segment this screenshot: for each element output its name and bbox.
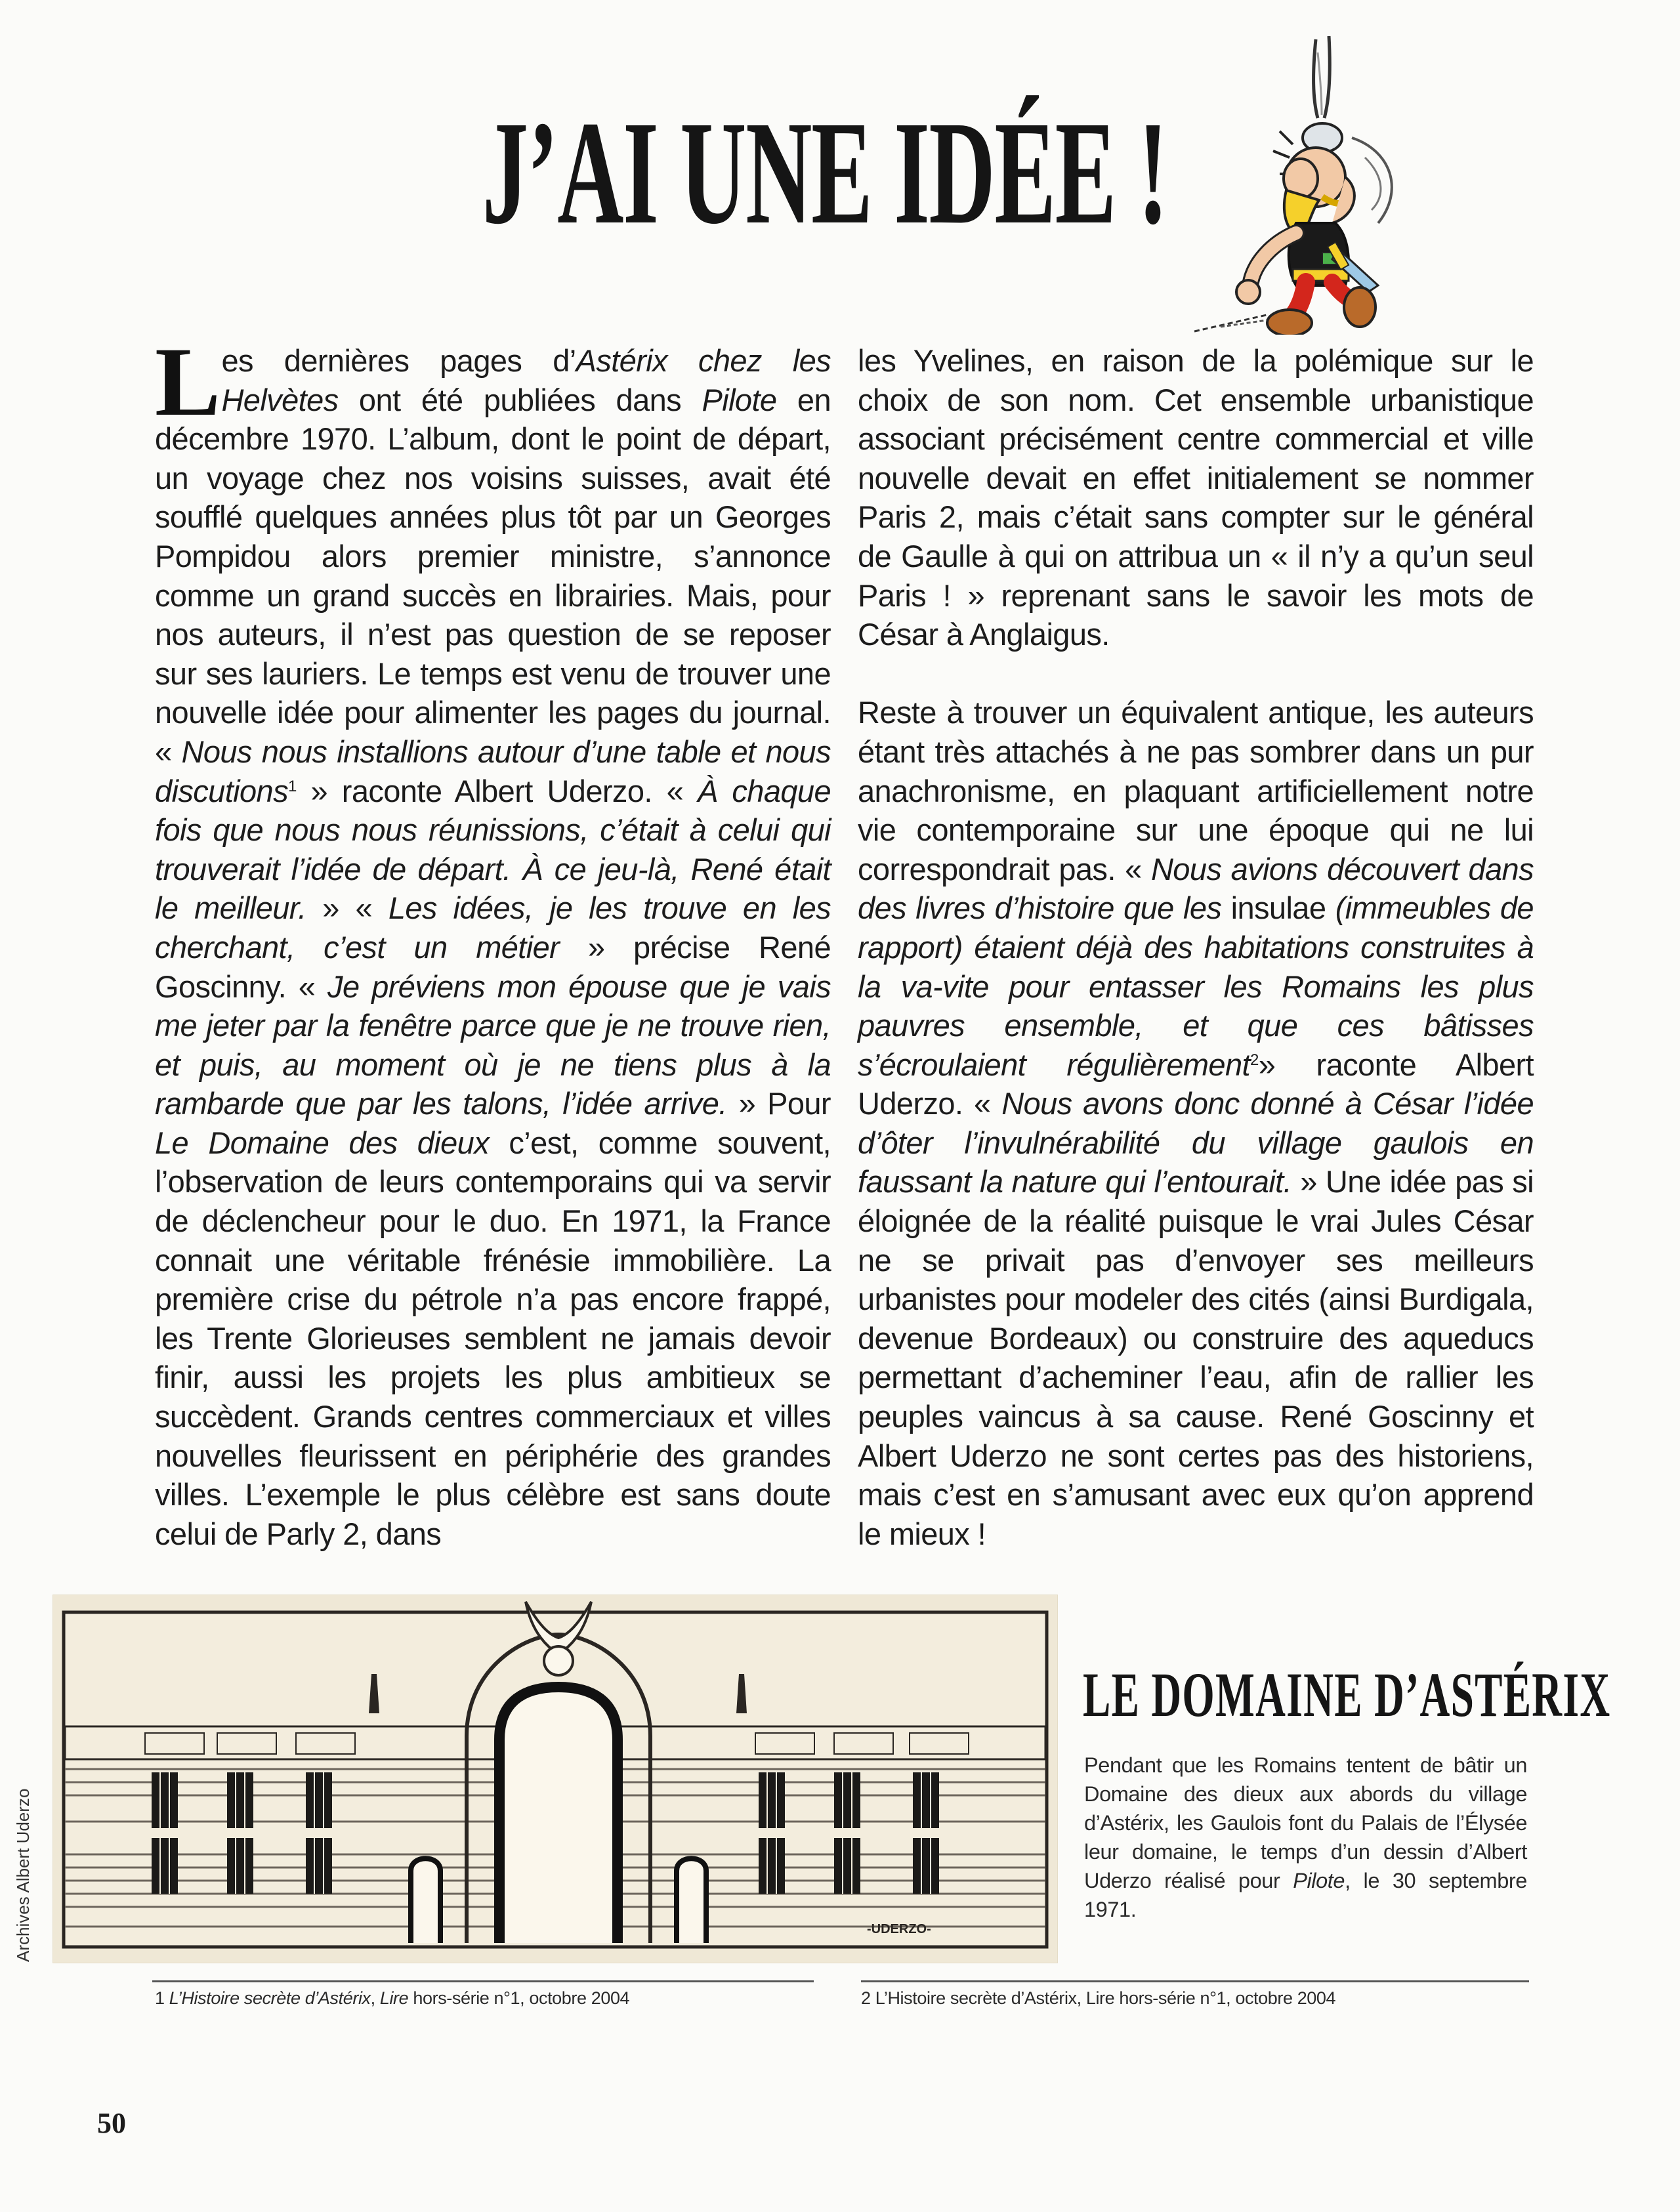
body-text: ont été publiées dans [338, 382, 702, 417]
caption-text: , le 30 septembre 1971. [1084, 1869, 1527, 1921]
palace-drawing-art [53, 1595, 1057, 1963]
footnote-separator: , [370, 1988, 380, 2008]
article-paragraph [155, 327, 831, 1553]
quote-text: Les idées, je les trouve en les cherchant, c’est un métier [155, 890, 831, 965]
asterix-mascot-illustration [1181, 26, 1549, 335]
album-title: Astérix chez les Helvètes [221, 343, 831, 417]
page-title: J’AI UNE IDÉE ! [482, 91, 1168, 255]
quote-text: Nous avions découvert dans des livres d’histoire que les [858, 851, 1534, 926]
quote-text: (immeubles de rapport) étaient déjà des habitations construites à la va-vite pour entasser les Romains les plus pauvres ensemble, et que ces bâtisses s’écroulaient régulièrement [858, 890, 1534, 1082]
footnote-number: 1 [155, 1988, 169, 2008]
quote-text: Nous nous installions autour d’une table et nous discutions [155, 734, 831, 808]
footnote-ref-2[interactable]: 2 [1250, 1051, 1259, 1069]
body-text: » « [306, 890, 388, 926]
magazine-title: Pilote [702, 382, 777, 417]
body-text: c’est, comme souvent, l’observation de leurs contemporains qui va servir de déclencheur pour le duo. En 1971, la France connait une véritable frénésie immobilière. La première crise du pétrole n’a pas encore frappé, les Trente Glorieuses semblent ne jamais devoir finir, aussi les projets les plus ambitieux se succèdent. Grands centres commerciaux et villes nouvelles fleurissent en périphérie des grandes villes. L’exemple le plus célèbre est sans doute celui de Parly 2, dans [155, 1125, 831, 1551]
book-title: L’Histoire secrète d’Astérix [169, 1988, 371, 2008]
article-column-right [858, 341, 1534, 1553]
article-paragraph: les Yvelines, en raison de la polémique sur le choix de son nom. Cet ensemble urbanistique associant précisément centre commercial et ville nouvelle devait en effet initialement se nommer Paris 2, mais c’était sans compter sur le général de Gaulle à qui on attribua un « il n’y a qu’un seul Paris ! » reprenant sans le savoir les mots de César à Anglaigus. [858, 343, 1534, 652]
body-text: » précise René Goscinny. « [155, 929, 831, 1004]
drop-cap: L [155, 327, 220, 436]
body-text: insulae [1221, 890, 1335, 926]
quote-text: Nous avons donc donné à César l’idée d’ôter l’invulnérabilité du village gaulois en faussant la nature qui l’entourait. [858, 1086, 1534, 1200]
sidebar-caption [1084, 1751, 1527, 1924]
footnote-2: 2 L’Histoire secrète d’Astérix, Lire hors-série n°1, octobre 2004 [861, 1988, 1336, 2008]
magazine-title: Pilote [1293, 1869, 1345, 1892]
body-text: es dernières pages d’ [221, 343, 576, 378]
footnote-1 [155, 1988, 629, 2009]
footnote-divider [861, 1980, 1529, 1982]
article-paragraph [858, 693, 1534, 1553]
quote-text: À chaque fois que nous nous réunissions, c’était à celui qui trouverait l’idée de départ. À ce jeu-là, René était le meilleur. [155, 773, 831, 926]
elysee-palace-drawing [52, 1595, 1058, 1963]
body-text: Reste à trouver un équivalent antique, les auteurs étant très attachés à ne pas sombrer dans un pur anachronisme, en plaquant artificiellement notre vie contemporaine sur une époque qui ne lui correspondrait pas. « [858, 695, 1534, 887]
body-text: » Pour [726, 1086, 831, 1121]
magazine-title: Lire [379, 1988, 409, 2008]
footnote-ref-1[interactable]: 1 [288, 777, 297, 795]
body-text: » raconte Albert Uderzo. « [858, 1047, 1534, 1121]
body-text: en décembre 1970. L’album, dont le point de départ, un voyage chez nos voisins suisses, avait été soufflé quelques années plus tôt par un Georges Pompidou alors premier ministre, s’annonce comme un grand succès en librairies. Mais, pour nos auteurs, il n’est pas question de se reposer sur ses lauriers. Le temps est venu de trouver une nouvelle idée pour alimenter les pages du journal. « [155, 382, 831, 769]
caption-text: Pendant que les Romains tentent de bâtir un Domaine des dieux aux abords du village d’Astérix, les Gaulois font du Palais de l’Élysée leur domaine, le temps d’un dessin d’Albert Uderzo réalisé pour [1084, 1753, 1527, 1892]
artist-signature: -UDERZO- [867, 1922, 931, 1936]
body-text: » Une idée pas si éloignée de la réalité puisque le vrai Jules César ne se privait pas d’envoyer ses meilleurs urbanistes pour modeler des cités (ainsi Burdigala, devenue Bordeaux) ou construire des aqueducs permettant d’acheminer l’eau, afin de rallier les peuples vaincus à sa cause. René Goscinny et Albert Uderzo ne sont certes pas des historiens, mais c’est en s’amusant avec eux qu’on apprend le mieux ! [858, 1164, 1534, 1551]
quote-text: Je préviens mon épouse que je vais me jeter par la fenêtre parce que je ne trouve rien, et puis, au moment où je ne tiens plus à la rambarde que par les talons, l’idée arrive. [155, 969, 831, 1121]
sidebar-title: LE DOMAINE D’ASTÉRIX [1083, 1659, 1611, 1730]
footnote-divider [152, 1980, 814, 1982]
page-number: 50 [97, 2107, 126, 2139]
album-title: Le Domaine des dieux [155, 1125, 490, 1160]
photo-credit: Archives Albert Uderzo [13, 1788, 33, 1962]
article-column-left [155, 327, 831, 1553]
footnote-text: hors-série n°1, octobre 2004 [408, 1988, 630, 2008]
body-text: » raconte Albert Uderzo. « [296, 773, 698, 808]
